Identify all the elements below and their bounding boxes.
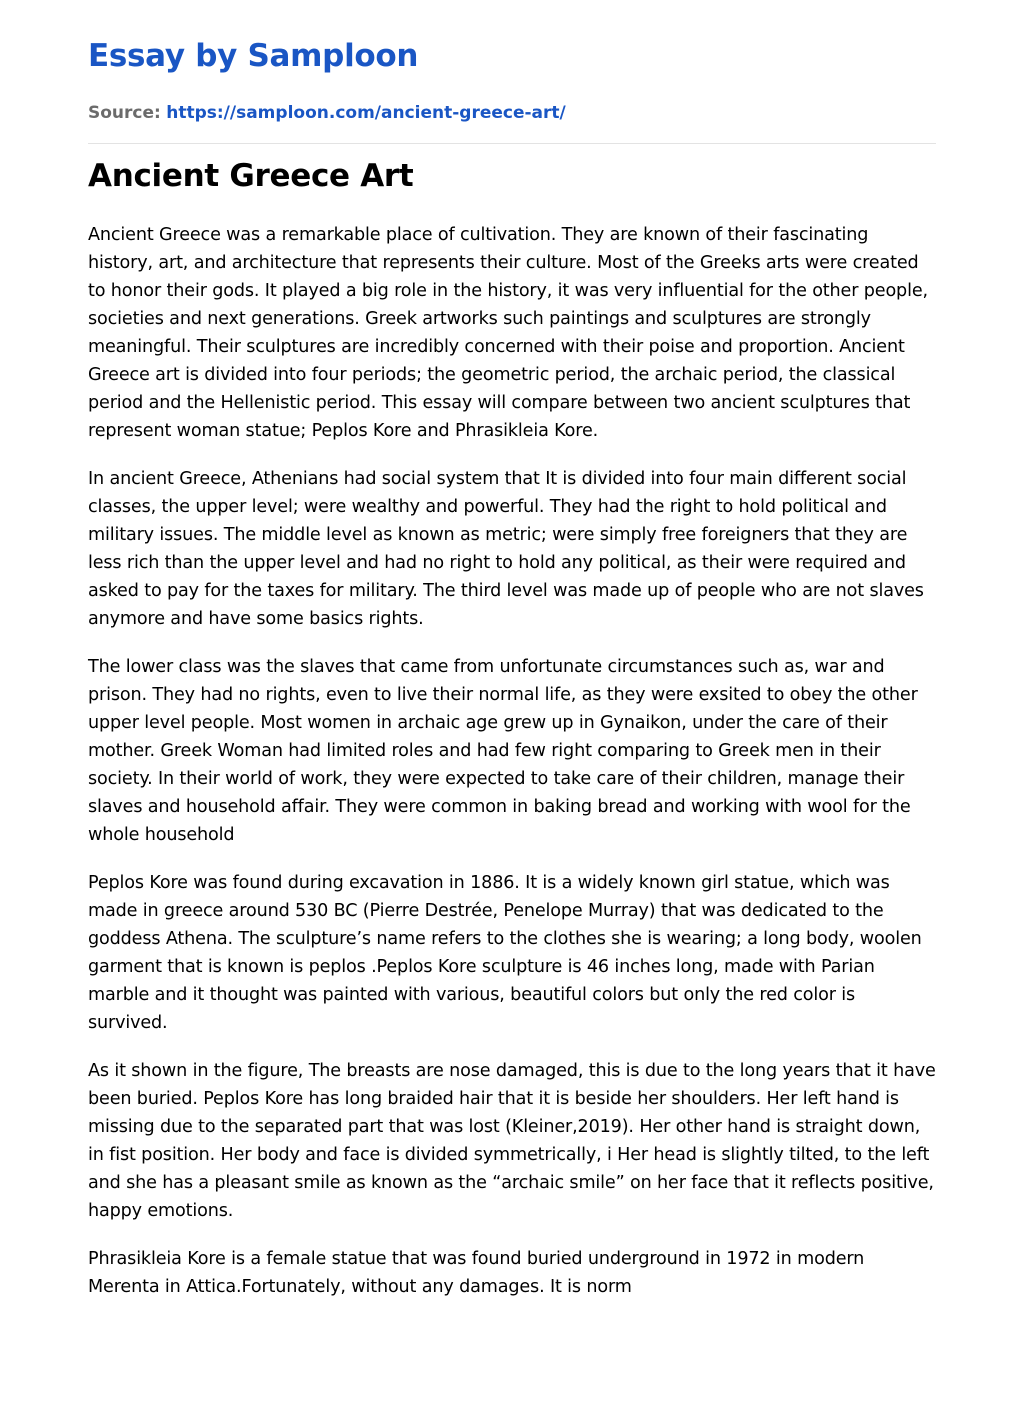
header-divider bbox=[88, 143, 936, 144]
essay-title: Ancient Greece Art bbox=[88, 158, 414, 194]
essay-paragraph: Ancient Greece was a remarkable place of cultivation. They are known of their fascinating history, art, and architecture that represents their culture. Most of the Greeks arts were created to honor their gods. It played a big role in the history, it was very influential for the other people, societies and next generations. Greek artworks such paintings and sculptures are strongly meaningful. Their sculptures are incredibly concerned with their poise and proportion. Ancient Greece art is divided into four periods; the geometric period, the archaic period, the classical period and the Hellenistic period. This essay will compare between two ancient sculptures that represent woman statue; Peplos Kore and Phrasikleia Kore. bbox=[88, 225, 928, 441]
source-link[interactable]: https://samploon.com/ancient-greece-art/ bbox=[166, 103, 566, 123]
essay-body bbox=[88, 221, 936, 1321]
essay-paragraph: As it shown in the figure, The breasts are nose damaged, this is due to the long years that it have been buried. Peplos Kore has long braided hair that it is beside her shoulders. Her left hand is missing due to the separated part that was lost (Kleiner,2019). Her other hand is straight down, in fist position. Her body and face is divided symmetrically, i Her head is slightly tilted, to the left and she has a pleasant smile as known as the “archaic smile” on her face that it reflects positive, happy emotions. bbox=[88, 1061, 936, 1221]
brand-title: Essay by Samploon bbox=[88, 38, 419, 74]
essay-paragraph: In ancient Greece, Athenians had social system that It is divided into four main different social classes, the upper level; were wealthy and powerful. They had the right to hold political and military issues. The middle level as known as metric; were simply free foreigners that they are less rich than the upper level and had no right to hold any political, as their were required and asked to pay for the taxes for military. The third level was made up of people who are not slaves anymore and have some basics rights. bbox=[88, 469, 924, 629]
essay-paragraph: Phrasikleia Kore is a female statue that was found buried underground in 1972 in modern Merenta in Attica.Fortunately, without any damages. It is norm bbox=[88, 1249, 865, 1297]
source-label: Source: bbox=[88, 103, 161, 123]
essay-paragraph: The lower class was the slaves that came from unfortunate circumstances such as, war and prison. They had no rights, even to live their normal life, as they were exsited to obey the other upper level people. Most women in archaic age grew up in Gynaikon, under the care of their mother. Greek Woman had limited roles and had few right comparing to Greek men in their society. In their world of work, they were expected to take care of their children, manage their slaves and household affair. They were common in baking bread and working with wool for the whole household bbox=[88, 657, 918, 845]
source-line bbox=[88, 102, 566, 124]
essay-paragraph: Peplos Kore was found during excavation in 1886. It is a widely known girl statue, which was made in greece around 530 BC (Pierre Destrée, Penelope Murray) that was dedicated to the goddess Athena. The sculpture’s name refers to the clothes she is wearing; a long body, woolen garment that is known is peplos .Peplos Kore sculpture is 46 inches long, made with Parian marble and it thought was painted with various, beautiful colors but only the red color is survived. bbox=[88, 873, 922, 1033]
